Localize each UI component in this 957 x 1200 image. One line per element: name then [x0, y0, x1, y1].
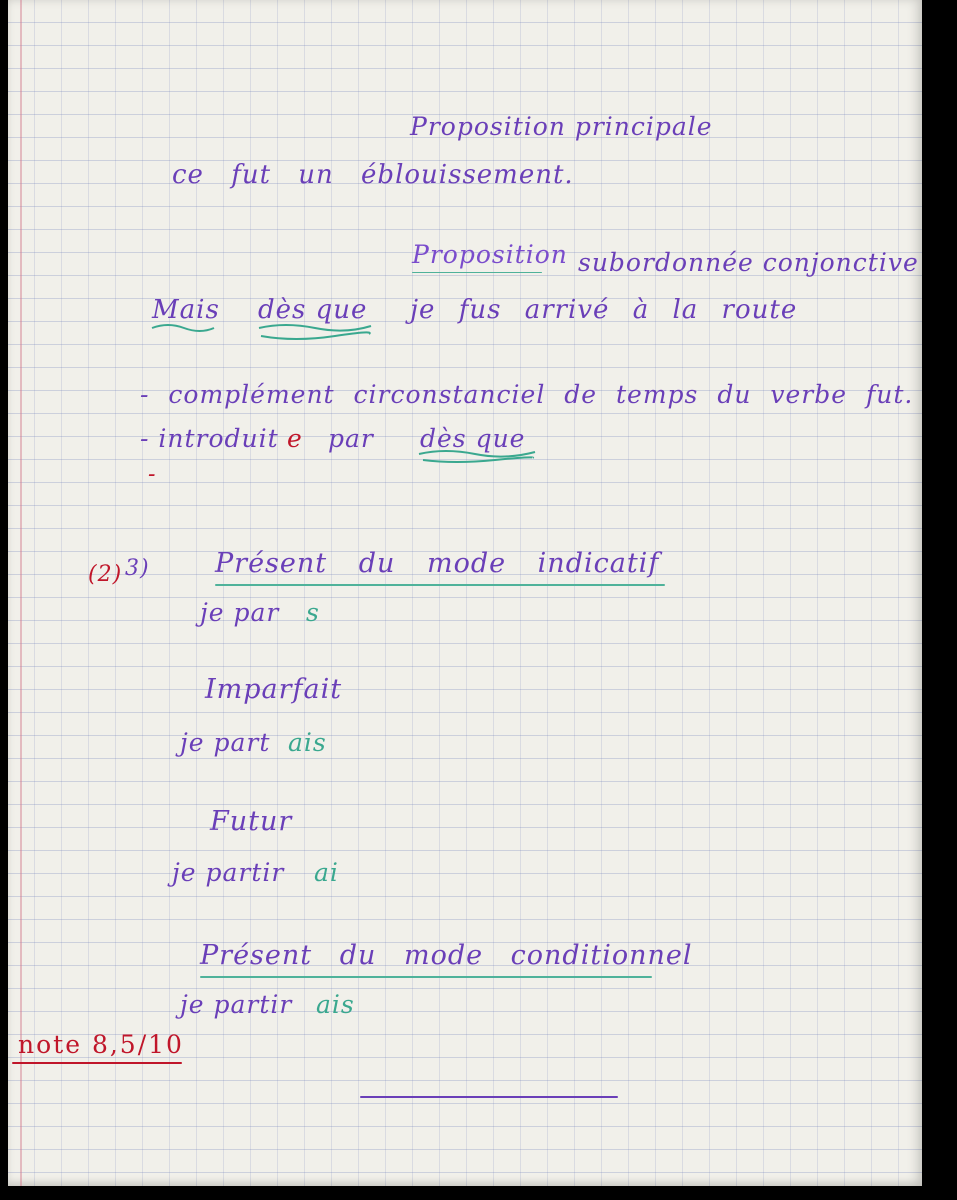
conjugation-conditionnel: je partir — [180, 990, 293, 1019]
note-underline — [12, 1062, 182, 1064]
analysis-line-2-par: par — [328, 424, 374, 453]
heading-proposition-principale: Proposition principale — [410, 112, 713, 141]
tense-futur: Futur — [210, 806, 293, 837]
margin-line — [20, 0, 22, 1186]
analysis-line-2-des-que: dès que — [420, 424, 526, 453]
tense-present-conditionnel: Présent du mode conditionnel — [200, 940, 693, 971]
section-end-rule — [360, 1096, 618, 1098]
present-underline — [215, 584, 665, 586]
analysis-line-2-introduit: - introduit — [140, 424, 279, 453]
sentence-subordonnee: je fus arrivé à la route — [410, 295, 798, 325]
conditionnel-underline — [200, 976, 652, 978]
ending-imparfait: ais — [288, 728, 327, 757]
analysis-line-2-correction: e — [287, 424, 303, 453]
conjugation-imparfait: je part — [180, 728, 271, 757]
red-dash: - — [148, 462, 157, 487]
grade-mark: (2) — [88, 562, 123, 587]
ending-conditionnel: ais — [316, 990, 355, 1019]
sentence-principale: ce fut un éblouissement. — [172, 160, 574, 190]
des-que-underline-2 — [415, 446, 540, 466]
tense-present-indicatif: Présent du mode indicatif — [215, 548, 660, 579]
ending-futur: ai — [314, 858, 339, 887]
heading-proposition-rest: subordonnée conjonctive — [578, 248, 919, 277]
heading-proposition-word: Proposition — [412, 240, 568, 269]
heading-word-underline — [412, 272, 542, 273]
mais-underline — [150, 322, 216, 334]
conjunction-mais: Mais — [152, 295, 220, 325]
analysis-line-1: - complément circonstanciel de temps du verbe fut. — [140, 380, 914, 409]
ending-present: s — [306, 598, 320, 627]
teacher-note: note 8,5/10 — [18, 1030, 184, 1059]
conjunction-des-que: dès que — [258, 295, 368, 325]
conjugation-present: je par — [200, 598, 280, 627]
des-que-underline — [255, 320, 375, 342]
tense-imparfait: Imparfait — [205, 674, 343, 705]
conjugation-futur: je partir — [172, 858, 285, 887]
question-number: 3) — [125, 556, 150, 581]
